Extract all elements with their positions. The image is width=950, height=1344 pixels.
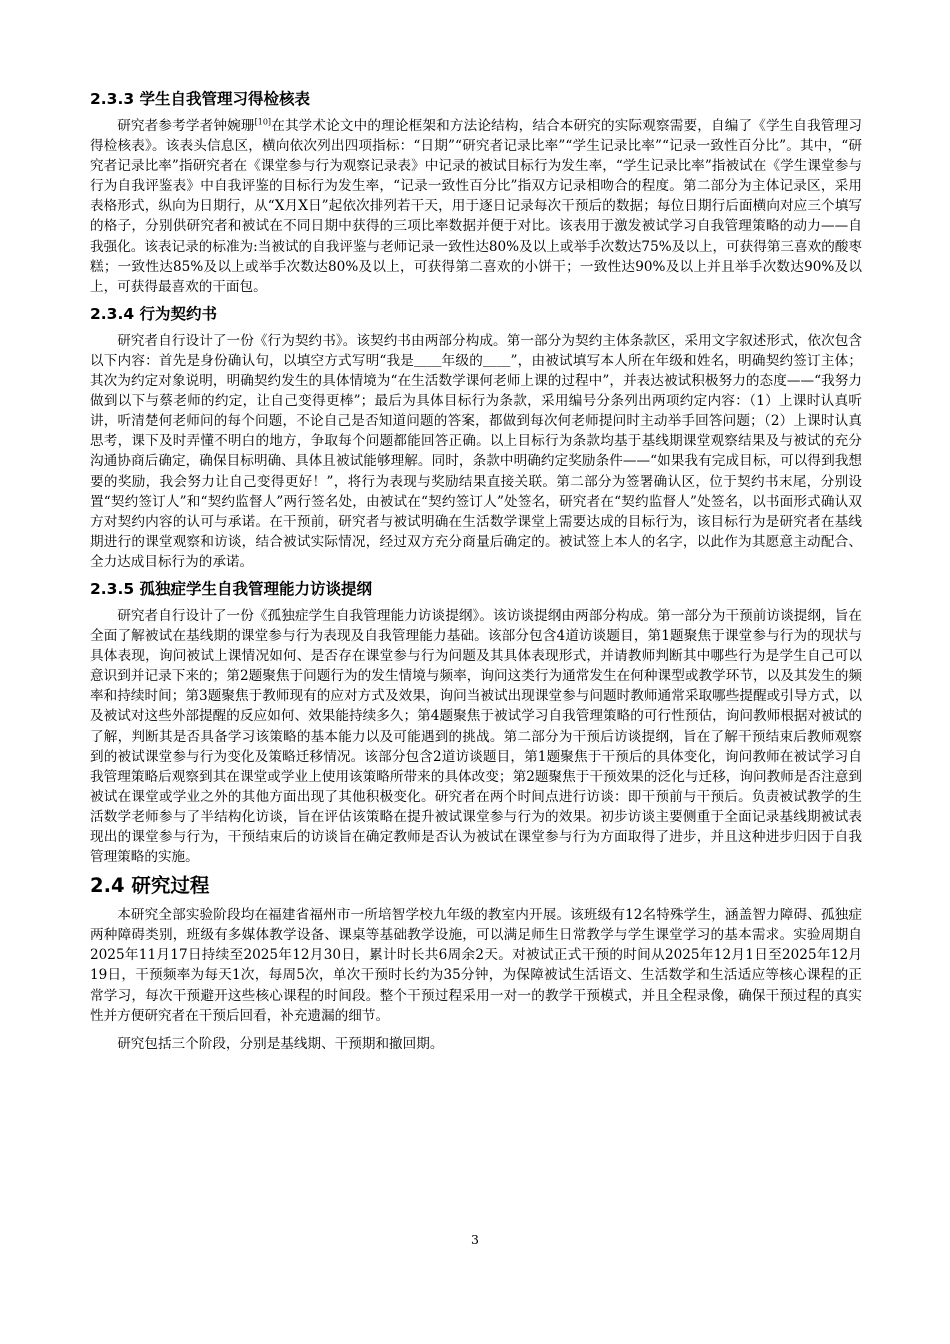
- section-heading-2-3-4: 2.3.4 行为契约书: [90, 304, 218, 323]
- paragraph-2-3-5: 研究者自行设计了一份《孤独症学生自我管理能力访谈提纲》。该访谈提纲由两部分构成。第一部分为干预前访谈提纲，旨在全面了解被试在基线期的课堂参与行为表现及自我管理能力基础。该部分包含4道访谈题目，第1题聚焦于课堂参与行为的现状与具体表现，询问被试上课情况如何、是否存在课堂参与行为问题及其具体表现形式，并请教师判断其中哪些行为是学生自己可以意识到并记录下来的；第2题聚焦于问题行为的发生情境与频率，询问这类行为通常发生在何种课型或教学环节，以及其发生的频率和持续时间；第3题聚焦于教师现有的应对方式及效果，询问当被试出现课堂参与问题时教师通常采取哪些提醒或引导方式，以及被试对这些外部提醒的反应如何、效果能持续多久；第4题聚焦于被试学习自我管理策略的可行性预估，询问教师根据对被试的了解，判断其是否具备学习该策略的基本能力以及可能遇到的挑战。第二部分为干预后访谈提纲，旨在了解干预结束后教师观察到的被试课堂参与行为变化及策略迁移情况。该部分包含2道访谈题目，第1题聚焦于干预后的具体变化，询问教师在被试学习自我管理策略后观察到其在课堂或学业上使用该策略所带来的具体改变；第2题聚焦于干预效果的泛化与迁移，询问教师是否注意到被试在课堂或学业之外的其他方面出现了其他积极变化。研究者在两个时间点进行访谈：即干预前与干预后。负责被试教学的生活数学老师参与了半结构化访谈，旨在评估该策略在提升被试课堂参与行为的效果。初步访谈主要侧重于全面记录基线期被试表现出的课堂参与行为，干预结束后的访谈旨在确定教师是否认为被试在课堂参与行为方面取得了进步，并且这种进步归因于自我管理策略的实施。: [90, 607, 862, 866]
- paragraph-2-4-b: 研究包括三个阶段，分别是基线期、干预期和撤回期。: [117, 1035, 444, 1052]
- paragraph-2-3-4: 研究者自行设计了一份《行为契约书》。该契约书由两部分构成。第一部分为契约主体条款区，采用文字叙述形式，依次包含以下内容：首先是身份确认句，以填空方式写明“我是＿＿年级的＿＿”，由被试填写本人所在年级和姓名，明确契约签订主体；其次为约定对象说明，明确契约发生的具体情境为“在生活数学课何老师上课的过程中”，并表达被试积极努力的态度——“我努力做到以下与蔡老师的约定，让自己变得更棒”；最后为具体目标行为条款，采用编号分条列出两项约定内容：（1）上课时认真听讲，听清楚何老师问的每个问题，不论自己是否知道问题的答案，都做到每次何老师提问时主动举手回答问题；（2）上课时认真思考，课下及时弄懂不明白的地方，争取每个问题都能回答正确。以上目标行为条款均基于基线期课堂观察结果及与被试的充分沟通协商后确定，确保目标明确、具体且被试能够理解。同时，条款中明确约定奖励条件——“如果我有完成目标，可以得到我想要的奖励，我会努力让自己变得更好！”，将行为表现与奖励结果直接关联。第二部分为签署确认区，位于契约书末尾，分别设置“契约签订人”和“契约监督人”两行签名处，由被试在“契约签订人”处签名，研究者在“契约监督人”处签名，以书面形式确认双方对契约内容的认可与承诺。在干预前，研究者与被试明确在生活数学课堂上需要达成的目标行为，该目标行为是研究者在基线期进行的课堂观察和访谈，结合被试实际情况，经过双方充分商量后确定的。被试签上本人的名字，以此作为其愿意主动配合、全力达成目标行为的承诺。: [90, 332, 862, 570]
- section-heading-2-3-5: 2.3.5 孤独症学生自我管理能力访谈提纲: [90, 579, 373, 598]
- paragraph-text: 在其学术论文中的理论框架和方法论结构，结合本研究的实际观察需要，自编了《学生自我管理习得检核表》。该表头信息区，横向依次列出四项指标：“日期”“研究者记录比率”“学生记录比率”“记录一致性百分比”。其中，“研究者记录比率”指研究者在《课堂参与行为观察记录表》中记录的被试目标行为发生率，“学生记录比率”指被试在《学生课堂参与行为自我评鉴表》中自我评鉴的目标行为发生率，“记录一致性百分比”指双方记录相吻合的程度。第二部分为主体记录区，采用表格形式，纵向为日期行，从“X月X日”起依次排列若干天，用于逐日记录每次干预后的数据；每位日期行后面横向对应三个填写的格子，分别供研究者和被试在不同日期中获得的三项比率数据并便于对比。该表用于激发被试学习自我管理策略的动力——自我强化。该表记录的标准为:当被试的自我评鉴与老师记录一致性达80%及以上或举手次数达75%及以上，可获得第三喜欢的酸枣糕；一致性达85%及以上或举手次数达80%及以上，可获得第二喜欢的小饼干；一致性达90%及以上并且举手次数达90%及以上，可获得最喜欢的干面包。: [90, 118, 863, 295]
- section-heading-2-4: 2.4 研究过程: [90, 874, 210, 898]
- page-number: 3: [471, 1232, 479, 1247]
- paper-page: [90, 88, 862, 1060]
- paragraph-2-4-a: 本研究全部实验阶段均在福建省福州市一所培智学校九年级的教室内开展。该班级有12名特殊学生，涵盖智力障碍、孤独症两种障碍类别，班级有多媒体教学设备、课桌等基础教学设施，可以满足师生日常教学与学生课堂学习的基本需求。实验周期自2025年11月17日持续至2025年12月30日，累计时长共6周余2天。对被试正式干预的时间从2025年12月1日至2025年12月19日，干预频率为每天1次，每周5次，单次干预时长约为35分钟，为保障被试生活语文、生活数学和生活适应等核心课程的正常学习，每次干预避开这些核心课程的时间段。整个干预过程采用一对一的教学干预模式，并且全程录像，确保干预过程的真实性并方便研究者在干预后回看，补充遗漏的细节。: [90, 907, 862, 1024]
- paragraph-text: 研究者参考学者钟婉珊: [117, 118, 255, 134]
- section-heading-2-3-3: 2.3.3 学生自我管理习得检核表: [90, 90, 311, 108]
- citation-ref: [10]: [254, 117, 272, 127]
- paragraph-2-3-3: [90, 116, 862, 297]
